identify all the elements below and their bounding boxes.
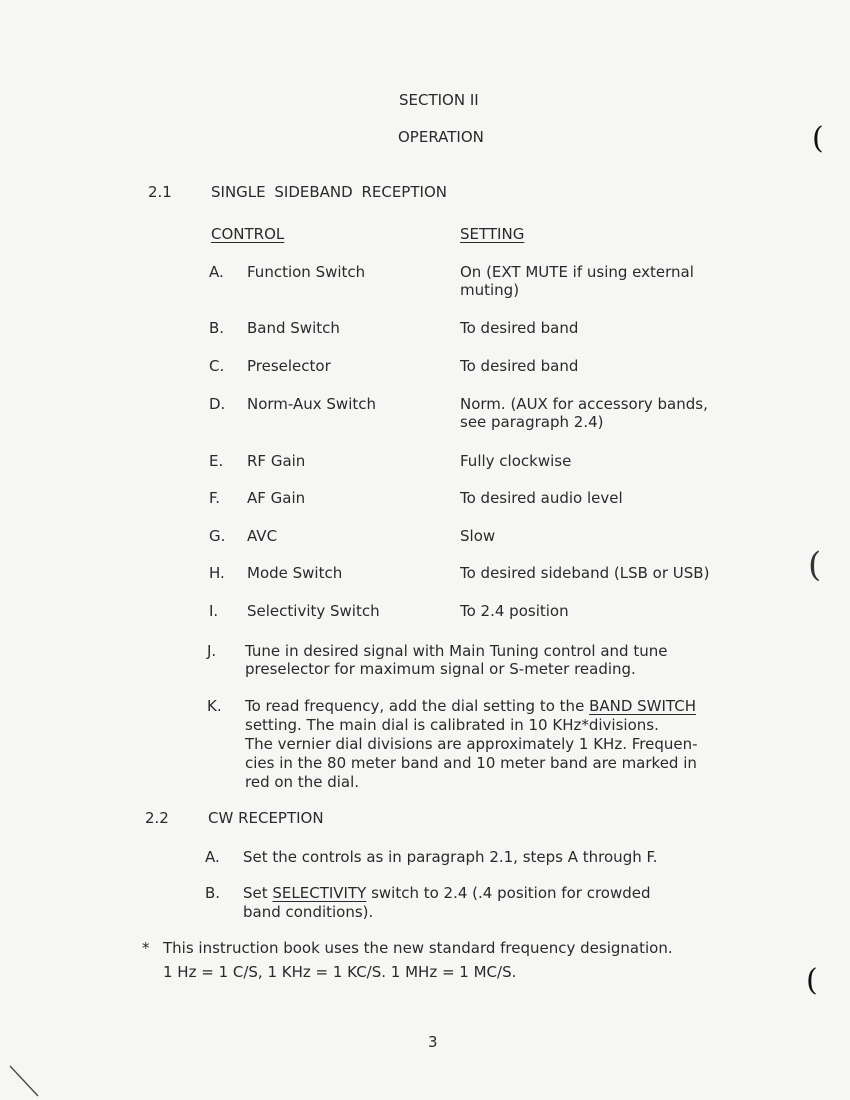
- control-name: Selectivity Switch: [247, 602, 380, 620]
- band-switch-ref: BAND SWITCH: [589, 697, 696, 715]
- row-letter: C.: [209, 357, 225, 375]
- row-letter: B.: [209, 319, 225, 337]
- step-letter: J.: [207, 642, 217, 660]
- stray-pen-stroke: [0, 1060, 50, 1100]
- row-letter: I.: [209, 602, 219, 620]
- setting-value: Slow: [460, 527, 496, 545]
- control-name: Function Switch: [247, 263, 366, 281]
- subsection-title: SINGLE SIDEBAND RECEPTION: [211, 183, 447, 201]
- step-k-text: To read frequency, add the dial setting to the: [245, 697, 590, 715]
- setting-value: Fully clockwise: [460, 452, 572, 470]
- row-letter: H.: [209, 564, 225, 582]
- row-letter: A.: [209, 263, 224, 281]
- setting-value: see paragraph 2.4): [460, 413, 604, 431]
- section-heading: SECTION II: [399, 91, 479, 109]
- setting-value: To desired audio level: [460, 489, 623, 507]
- row-letter: D.: [209, 395, 226, 413]
- setting-value: To desired band: [460, 357, 579, 375]
- setting-value: muting): [460, 281, 520, 299]
- page-number: 3: [428, 1033, 438, 1051]
- setting-value: To 2.4 position: [460, 602, 569, 620]
- step-b-line: band conditions).: [243, 903, 374, 921]
- step-a-text: Set the controls as in paragraph 2.1, steps A through F.: [243, 848, 658, 866]
- step-k-line: The vernier dial divisions are approximately 1 KHz. Frequen-: [245, 735, 698, 753]
- binder-hole-mark: (: [806, 963, 818, 998]
- footnote-line: 1 Hz = 1 C/S, 1 KHz = 1 KC/S. 1 MHz = 1 MC/S.: [163, 963, 517, 981]
- section-title: OPERATION: [398, 128, 484, 146]
- control-name: Norm-Aux Switch: [247, 395, 377, 413]
- step-b-text: Set: [243, 884, 273, 902]
- setting-value: To desired band: [460, 319, 579, 337]
- setting-value: On (EXT MUTE if using external: [460, 263, 694, 281]
- setting-value: To desired sideband (LSB or USB): [460, 564, 710, 582]
- column-header-control: CONTROL: [211, 225, 285, 243]
- step-b-line: [243, 883, 651, 903]
- control-name: Preselector: [247, 357, 331, 375]
- subsection-number: 2.1: [148, 183, 172, 201]
- selectivity-ref: SELECTIVITY: [272, 884, 367, 902]
- step-k-line: [245, 696, 696, 716]
- footnote-asterisk: *: [142, 939, 150, 957]
- control-name: AVC: [247, 527, 278, 545]
- step-letter: K.: [207, 697, 222, 715]
- step-b-text: switch to 2.4 (.4 position for crowded: [366, 884, 651, 902]
- column-header-setting: SETTING: [460, 225, 525, 243]
- control-name: Band Switch: [247, 319, 340, 337]
- step-j-line: Tune in desired signal with Main Tuning control and tune: [245, 642, 668, 660]
- binder-hole-mark: (: [808, 545, 822, 585]
- footnote-line: This instruction book uses the new standard frequency designation.: [163, 939, 673, 957]
- subsection-number: 2.2: [145, 809, 169, 827]
- binder-hole-mark: (: [812, 121, 824, 156]
- step-k-line: red on the dial.: [245, 773, 360, 791]
- step-letter: A.: [205, 848, 220, 866]
- step-k-line: cies in the 80 meter band and 10 meter band are marked in: [245, 754, 697, 772]
- row-letter: E.: [209, 452, 224, 470]
- control-name: RF Gain: [247, 452, 306, 470]
- setting-value: Norm. (AUX for accessory bands,: [460, 395, 708, 413]
- step-j-line: preselector for maximum signal or S-meter reading.: [245, 660, 636, 678]
- subsection-title: CW RECEPTION: [208, 809, 324, 827]
- step-letter: B.: [205, 884, 221, 902]
- control-name: AF Gain: [247, 489, 306, 507]
- row-letter: G.: [209, 527, 226, 545]
- step-k-line: setting. The main dial is calibrated in 10 KHz*divisions.: [245, 716, 659, 734]
- row-letter: F.: [209, 489, 220, 507]
- control-name: Mode Switch: [247, 564, 343, 582]
